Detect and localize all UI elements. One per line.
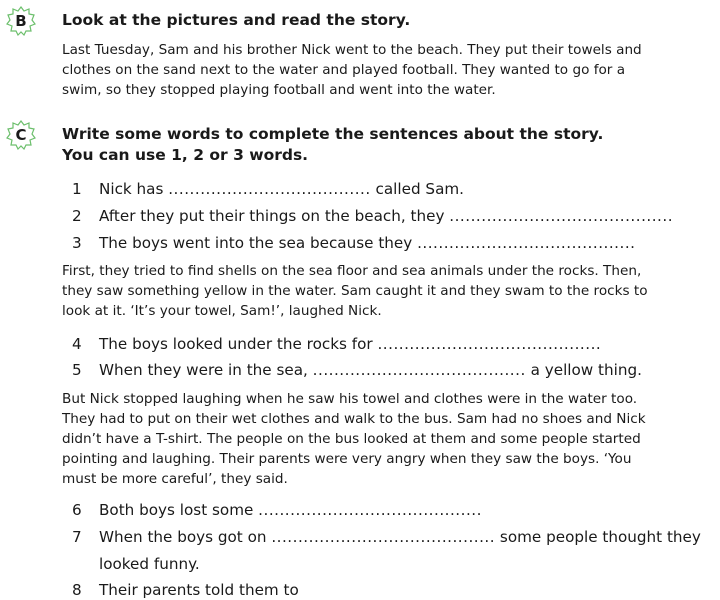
story-line: clothes on the sand next to the water and played football. They wanted to go for a [62,62,626,78]
answer-blank[interactable]: ...................................... [168,180,371,198]
section-b-badge [6,6,36,36]
question-number: 7 [72,528,82,546]
story-line: pointing and laughing. Their parents were very angry when they saw the boys. ‘You [62,451,632,467]
story-line: First, they tried to find shells on the sea floor and sea animals under the rocks. Then, [62,263,642,279]
story-line: must be more careful’, they said. [62,471,288,487]
story-line: swim, so they stopped playing football and went into the water. [62,82,496,98]
story-line: didn’t have a T-shirt. The people on the bus looked at them and some people started [62,431,641,447]
question-7-continuation: looked funny. [99,555,200,573]
question-4: 4 The boys looked under the rocks for .......................................... [72,335,602,353]
section-c-badge [6,120,36,150]
section-c-title-line1: Write some words to complete the sentences about the story. [62,125,604,143]
question-1: 1 Nick has ...................................... called Sam. [72,180,464,198]
question-8: 8 Their parents told them to [72,581,299,599]
question-number: 5 [72,361,82,379]
question-number: 8 [72,581,82,599]
story-line: they saw something yellow in the water. Sam caught it and they swam to the rocks to [62,283,648,299]
question-3: 3 The boys went into the sea because they ......................................... [72,234,636,252]
question-2: 2 After they put their things on the beach, they .......................................... [72,207,674,225]
answer-blank[interactable]: .......................................... [271,528,496,546]
section-c-title-line2: You can use 1, 2 or 3 words. [62,146,309,164]
question-5: 5 When they were in the sea, ........................................ a yellow thing. [72,361,642,379]
question-number: 6 [72,501,82,519]
story-paragraph-3 [62,389,712,489]
story-paragraph-2 [62,261,712,321]
story-line: They had to put on their wet clothes and walk to the bus. Sam had no shoes and Nick [62,411,646,427]
story-line: Last Tuesday, Sam and his brother Nick went to the beach. They put their towels and [62,42,642,58]
story-line: But Nick stopped laughing when he saw his towel and clothes were in the water too. [62,391,638,407]
answer-blank[interactable]: ........................................ [312,361,526,379]
question-7: 7 When the boys got on .......................................... some people thought they [72,528,701,546]
question-number: 4 [72,335,82,353]
section-b-letter: B [15,12,27,30]
story-line: look at it. ‘It’s your towel, Sam!’, laughed Nick. [62,303,382,319]
story-paragraph-1 [62,40,712,100]
section-b-title: Look at the pictures and read the story. [62,11,411,29]
question-number: 1 [72,180,82,198]
question-number: 3 [72,234,82,252]
answer-blank[interactable]: .......................................... [258,501,482,519]
answer-blank[interactable]: .......................................... [449,207,674,225]
question-number: 2 [72,207,82,225]
answer-blank[interactable]: ......................................... [417,234,636,252]
answer-blank[interactable]: .......................................... [377,335,602,353]
question-6: 6 Both boys lost some .......................................... [72,501,482,519]
section-c-letter: C [15,126,27,144]
